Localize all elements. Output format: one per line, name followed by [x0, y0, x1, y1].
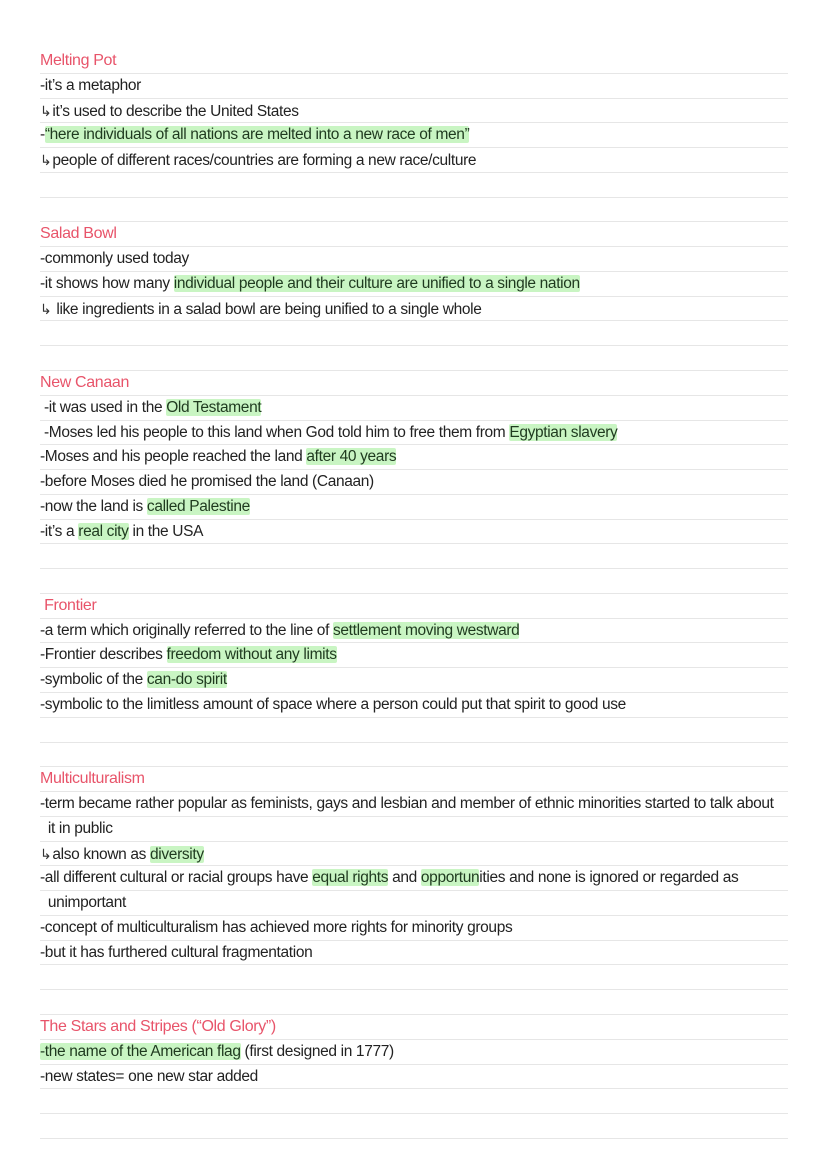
highlighted-text: freedom without any limits — [166, 646, 337, 664]
note-text: -but it has furthered cultural fragmentation — [40, 943, 313, 961]
highlighted-text: after 40 years — [306, 448, 397, 466]
highlighted-text: individual people and their culture are unified to a single nation — [173, 274, 580, 292]
note-text: ities and none is ignored or regarded as — [479, 869, 739, 887]
highlighted-text: “here individuals of all nations are melted into a new race of men” — [44, 126, 470, 144]
note-text: -it’s a metaphor — [40, 76, 141, 94]
ruled-line — [40, 544, 788, 569]
note-text: it’s used to describe the United States — [52, 102, 299, 120]
note-line — [40, 421, 788, 446]
note-text: people of different races/countries are forming a new race/culture — [52, 152, 477, 170]
note-line — [40, 396, 788, 421]
note-line — [40, 866, 788, 891]
note-text: -Moses and his people reached the land — [40, 448, 307, 466]
note-line — [40, 520, 788, 545]
highlighted-text: settlement moving westward — [333, 621, 520, 639]
note-text: -it’s a — [40, 522, 79, 540]
note-text: like ingredients in a salad bowl are being unified to a single whole — [52, 300, 482, 318]
arrow-icon: ↳ — [40, 152, 52, 169]
section-heading — [40, 49, 788, 74]
ruled-line — [40, 743, 788, 768]
note-text: -Moses led his people to this land when God told him to free them from — [40, 423, 510, 441]
arrow-icon: ↳ — [40, 102, 52, 119]
arrow-icon: ↳ — [40, 845, 52, 862]
note-text: in the USA — [128, 522, 204, 540]
note-line — [40, 643, 788, 668]
note-line — [40, 1040, 788, 1065]
note-line — [40, 941, 788, 966]
note-text: (first designed in 1777) — [240, 1042, 394, 1060]
note-text: Frontier — [40, 596, 97, 614]
note-text: -new states= one new star added — [40, 1067, 258, 1085]
note-text: -commonly used today — [40, 250, 189, 268]
highlighted-text: real city — [78, 522, 129, 540]
note-line — [40, 693, 788, 718]
note-text: also known as — [52, 845, 151, 863]
note-line — [40, 445, 788, 470]
ruled-line — [40, 569, 788, 594]
note-line — [40, 495, 788, 520]
note-text: Melting Pot — [40, 52, 117, 69]
highlighted-text: called Palestine — [146, 497, 250, 515]
note-text: unimportant — [40, 894, 126, 912]
note-text: it in public — [40, 819, 113, 837]
highlighted-text: Old Testament — [166, 398, 262, 416]
note-text: -it shows how many — [40, 274, 174, 292]
highlighted-text: diversity — [150, 845, 204, 863]
note-text: -now the land is — [40, 497, 147, 515]
note-line — [40, 297, 788, 322]
section-heading — [40, 371, 788, 396]
note-line — [40, 891, 788, 916]
ruled-line — [40, 965, 788, 990]
section-heading — [40, 1015, 788, 1040]
note-line — [40, 842, 788, 867]
ruled-line — [40, 346, 788, 371]
note-text: New Canaan — [40, 374, 130, 391]
note-text: and — [388, 869, 421, 887]
note-text: Multiculturalism — [40, 770, 145, 788]
note-text: -before Moses died he promised the land (Canaan) — [40, 473, 374, 491]
highlighted-text: equal rights — [312, 869, 389, 887]
note-text: Salad Bowl — [40, 225, 117, 243]
note-line — [40, 1065, 788, 1090]
section-heading — [40, 594, 788, 619]
note-line — [40, 619, 788, 644]
highlighted-text: can-do spirit — [146, 671, 227, 689]
note-line — [40, 247, 788, 272]
note-line — [40, 470, 788, 495]
note-line — [40, 99, 788, 124]
highlighted-text: -the name of the American flag — [40, 1042, 241, 1060]
ruled-line — [40, 198, 788, 223]
ruled-line — [40, 1089, 788, 1114]
ruled-line — [40, 718, 788, 743]
note-text: -it was used in the — [40, 398, 167, 416]
note-text: -concept of multiculturalism has achieved more rights for minority groups — [40, 918, 513, 936]
note-text: -term became rather popular as feminists, gays and lesbian and member of ethnic minorities started to talk about — [40, 795, 774, 813]
highlighted-text: opportun — [420, 869, 480, 887]
note-text: -symbolic to the limitless amount of space where a person could put that spirit to good use — [40, 696, 626, 714]
highlighted-text: Egyptian slavery — [509, 423, 618, 441]
section-heading — [40, 222, 788, 247]
note-text: -a term which originally referred to the line of — [40, 621, 333, 639]
note-line — [40, 916, 788, 941]
note-text: -Frontier describes — [40, 646, 167, 664]
section-heading — [40, 767, 788, 792]
note-line — [40, 74, 788, 99]
ruled-line — [40, 173, 788, 198]
note-text: -all different cultural or racial groups have — [40, 869, 313, 887]
note-text: -symbolic of the — [40, 671, 147, 689]
note-text: - — [40, 126, 45, 144]
ruled-line — [40, 990, 788, 1015]
note-line — [40, 272, 788, 297]
ruled-line — [40, 321, 788, 346]
arrow-icon: ↳ — [40, 300, 52, 317]
note-line — [40, 123, 788, 148]
note-line — [40, 668, 788, 693]
note-line — [40, 817, 788, 842]
ruled-line — [40, 1114, 788, 1139]
note-text: The Stars and Stripes (“Old Glory”) — [40, 1018, 276, 1036]
note-line — [40, 792, 788, 817]
note-line — [40, 148, 788, 173]
